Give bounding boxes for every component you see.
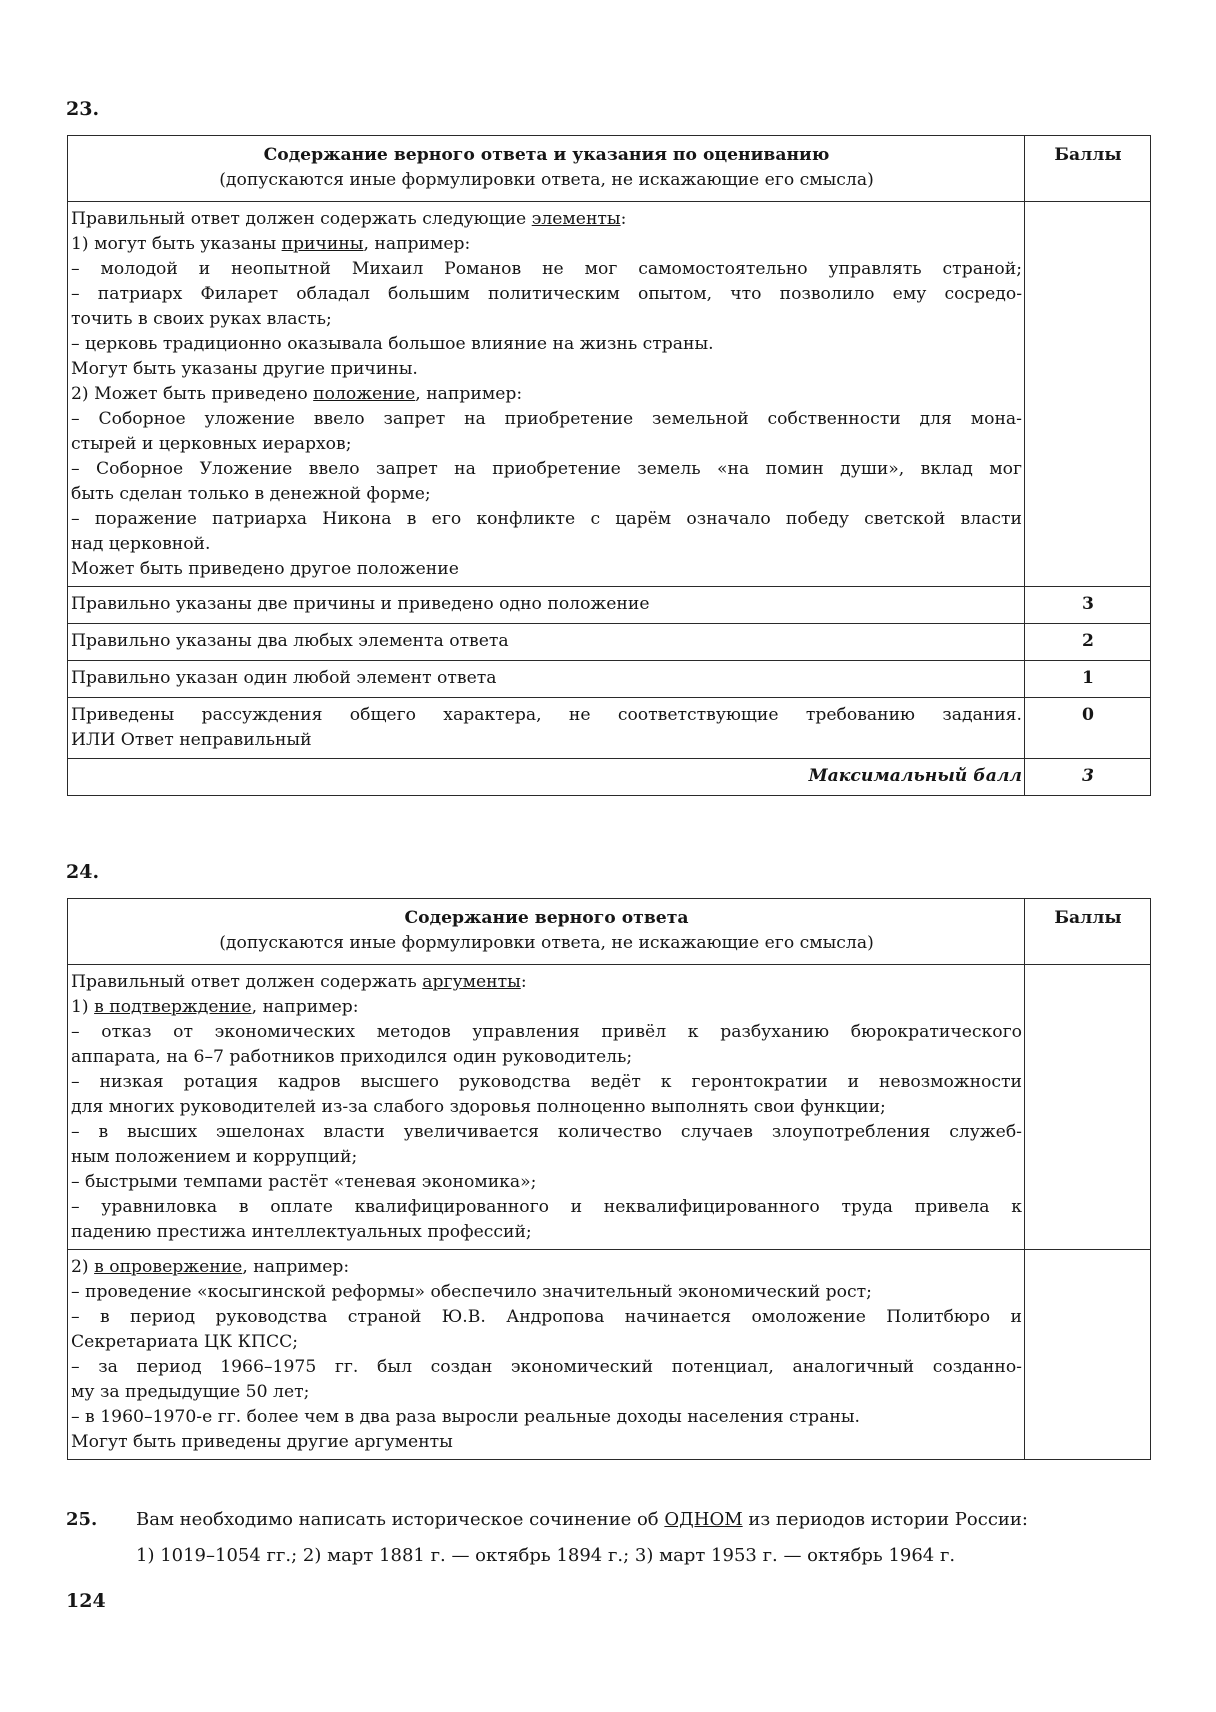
task-23-intro: [71, 207, 1022, 232]
task-24-line: – за период 1966–1975 гг. был создан экономический потенциал, аналогичный созданно-: [71, 1357, 1022, 1377]
task-23-criterion-row: [68, 587, 1151, 624]
criterion-text-line: ИЛИ Ответ неправильный: [71, 730, 312, 750]
task-24-part2-row: [68, 1250, 1151, 1460]
task-23-line: – поражение патриарха Никона в его конфликте с царём означало победу светской власти: [71, 509, 1022, 529]
task-23-content-cell: [68, 202, 1025, 587]
task-24-line: – низкая ротация кадров высшего руководства ведёт к геронтократии и невозможности: [71, 1072, 1022, 1092]
max-score-value: 3: [1025, 759, 1151, 796]
task-24-line: – в высших эшелонах власти увеличивается количество случаев злоупотребления служеб-: [71, 1122, 1022, 1142]
task-23-number: 23.: [66, 98, 100, 120]
task-24-score-header: Баллы: [1025, 899, 1151, 965]
task-23-table: [67, 135, 1151, 796]
criterion-text-line: Приведены рассуждения общего характера, не соответствующие требованию задания.: [71, 705, 1022, 725]
task-24-line: – уравниловка в оплате квалифицированного и неквалифицированного труда привела к: [71, 1197, 1022, 1217]
task-25-number: 25.: [66, 1509, 98, 1530]
task-25-suffix: из периодов истории России:: [742, 1509, 1028, 1530]
task-23-header-row: [68, 136, 1151, 202]
criterion-text: Правильно указаны две причины и приведено одно положение: [68, 587, 1025, 624]
task-24-intro-suffix: :: [520, 972, 527, 992]
task-23-intro-prefix: Правильный ответ должен содержать следующие: [71, 209, 532, 229]
task-23-max-row: [68, 759, 1151, 796]
task-24-item1-prefix: 1): [71, 997, 95, 1017]
task-23-item1-keyword: причины: [281, 234, 364, 254]
task-24-item2-suffix: , например:: [242, 1257, 350, 1277]
task-24-item1-keyword: в подтверждение: [94, 997, 252, 1017]
task-24-line: – в 1960–1970-е гг. более чем в два раза выросли реальные доходы населения страны.: [71, 1407, 861, 1427]
page-number: 124: [66, 1590, 106, 1612]
task-23-item2-prefix: 2) Может быть приведено: [71, 384, 314, 404]
task-24-line: – быстрыми темпами растёт «теневая экономика»;: [71, 1172, 537, 1192]
task-23-line: над церковной.: [71, 534, 211, 554]
task-24-line: аппарата, на 6–7 работников приходился один руководитель;: [71, 1047, 633, 1067]
task-23-line: – Соборное Уложение ввело запрет на приобретение земель «на помин души», вклад мог: [71, 459, 1022, 479]
task-23-intro-keyword: элементы: [531, 209, 621, 229]
task-24-header-title: Содержание верного ответа: [404, 908, 689, 928]
task-23-score-header: Баллы: [1025, 136, 1151, 202]
task-24-table: [67, 898, 1151, 1460]
task-24-header-row: [68, 899, 1151, 965]
task-24-line: для многих руководителей из-за слабого здоровья полноценно выполнять свои функции;: [71, 1097, 886, 1117]
task-24-part1-cell: [68, 965, 1025, 1250]
task-25-keyword: ОДНОМ: [664, 1509, 743, 1530]
task-23-line: – Соборное уложение ввело запрет на приобретение земельной собственности для мона-: [71, 409, 1022, 429]
criterion-text: Правильно указан один любой элемент ответа: [68, 661, 1025, 698]
criterion-score: 3: [1025, 587, 1151, 624]
task-23-content-score-cell: [1025, 202, 1151, 587]
task-24-item2-prefix: 2): [71, 1257, 95, 1277]
task-25-line-1: [66, 1502, 1028, 1538]
task-24-intro-prefix: Правильный ответ должен содержать: [71, 972, 423, 992]
task-23-line: точить в своих руках власть;: [71, 309, 332, 329]
task-24-line: Могут быть приведены другие аргументы: [71, 1432, 453, 1452]
task-25-line-2: 1) 1019–1054 гг.; 2) март 1881 г. — октябрь 1894 г.; 3) март 1953 г. — октябрь 1964 г.: [136, 1545, 956, 1566]
task-23-intro-suffix: :: [620, 209, 627, 229]
criterion-score: 0: [1025, 698, 1151, 759]
task-23-line: – патриарх Филарет обладал большим политическим опытом, что позволило ему сосредо-: [71, 284, 1022, 304]
task-23-header-cell: [68, 136, 1025, 202]
task-24-item1: [71, 995, 1022, 1020]
task-23-item1: [71, 232, 1022, 257]
task-23-line: быть сделан только в денежной форме;: [71, 484, 431, 504]
task-23-item2: [71, 382, 1022, 407]
task-24-item1-suffix: , например:: [251, 997, 359, 1017]
task-24-part2-score-cell: [1025, 1250, 1151, 1460]
task-23-line: Может быть приведено другое положение: [71, 559, 459, 579]
task-23-item1-suffix: , например:: [363, 234, 471, 254]
task-23-criterion-row: [68, 661, 1151, 698]
task-24-line: – проведение «косыгинской реформы» обеспечило значительный экономический рост;: [71, 1282, 872, 1302]
task-23-criterion-row: [68, 698, 1151, 759]
task-24-intro: [71, 970, 1022, 995]
criterion-score: 1: [1025, 661, 1151, 698]
task-23-line: стырей и церковных иерархов;: [71, 434, 352, 454]
task-24-line: – в период руководства страной Ю.В. Андропова начинается омоложение Политбюро и: [71, 1307, 1022, 1327]
task-24-intro-keyword: аргументы: [422, 972, 521, 992]
criterion-text: [68, 698, 1025, 759]
task-24-item2: [71, 1255, 1022, 1280]
task-24-header-cell: [68, 899, 1025, 965]
task-23-item2-suffix: , например:: [415, 384, 523, 404]
task-24-item2-keyword: в опровержение: [94, 1257, 243, 1277]
task-23-header-subtitle: (допускаются иные формулировки ответа, не искажающие его смысла): [219, 170, 874, 190]
task-24-part1-row: [68, 965, 1151, 1250]
task-24-header-subtitle: (допускаются иные формулировки ответа, не искажающие его смысла): [219, 933, 874, 953]
criterion-score: 2: [1025, 624, 1151, 661]
task-24-line: падению престижа интеллектуальных профессий;: [71, 1222, 532, 1242]
task-24-line: – отказ от экономических методов управления привёл к разбуханию бюрократического: [71, 1022, 1022, 1042]
task-23-header-title: Содержание верного ответа и указания по оцениванию: [263, 145, 830, 165]
criterion-text: Правильно указаны два любых элемента ответа: [68, 624, 1025, 661]
task-25-prefix: Вам необходимо написать историческое сочинение об: [136, 1509, 665, 1530]
task-23-content-row: [68, 202, 1151, 587]
task-23-line: – молодой и неопытной Михаил Романов не мог самомостоятельно управлять страной;: [71, 259, 1022, 279]
task-24-number: 24.: [66, 861, 100, 883]
task-24-part2-cell: [68, 1250, 1025, 1460]
task-24-line: му за предыдущие 50 лет;: [71, 1382, 310, 1402]
max-score-label: Максимальный балл: [68, 759, 1025, 796]
task-25: [66, 1502, 1028, 1574]
task-23-line: – церковь традиционно оказывала большое влияние на жизнь страны.: [71, 334, 714, 354]
task-24-line: Секретариата ЦК КПСС;: [71, 1332, 299, 1352]
task-24-part1-score-cell: [1025, 965, 1151, 1250]
task-23-line: Могут быть указаны другие причины.: [71, 359, 418, 379]
task-23-item1-prefix: 1) могут быть указаны: [71, 234, 282, 254]
task-23-item2-keyword: положение: [313, 384, 416, 404]
task-24-line: ным положением и коррупций;: [71, 1147, 358, 1167]
task-23-criterion-row: [68, 624, 1151, 661]
